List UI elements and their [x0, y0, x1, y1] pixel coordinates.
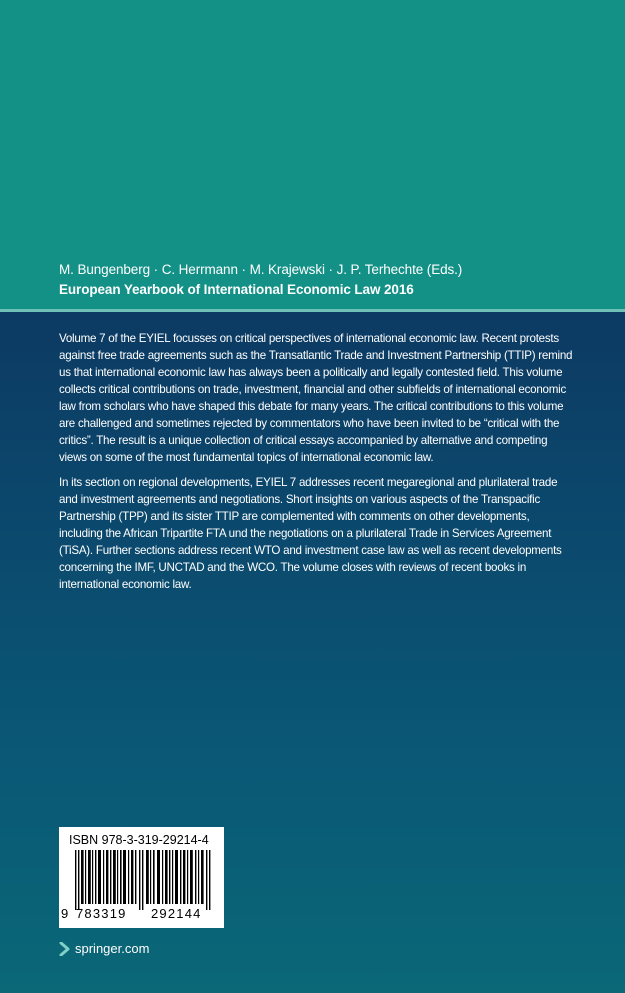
barcode-digit-first: 9 — [61, 906, 70, 921]
barcode-bars — [67, 850, 217, 910]
blurb-text — [59, 330, 574, 601]
isbn-barcode — [59, 827, 224, 928]
publisher-url[interactable]: springer.com — [75, 941, 150, 956]
blurb-paragraph-2: In its section on regional developments, EYIEL 7 addresses recent megaregional and plurilateral trade and investment agreements and negotiations. Short insights on various aspects of the Transpacific Partnership (TPP) and its sister TTIP are complemented with comments on other developments, including the African Tripartite FTA und the negotiations on a plurilateral Trade in Services Agreement (TiSA). Further sections address recent WTO and investment case law as well as recent developments concerning the IMF, UNCTAD and the WCO. The volume closes with reviews of recent books in international economic law. — [59, 476, 562, 591]
book-title: European Yearbook of International Economic Law 2016 — [59, 282, 414, 297]
editors-line: M. Bungenberg · C. Herrmann · M. Krajewski · J. P. Terhechte (Eds.) — [59, 262, 463, 277]
blurb-paragraph-1: Volume 7 of the EYIEL focusses on critical perspectives of international economic law. Recent protests against free trade agreements such as the Transatlantic Trade and Investment Partnership (TTIP) remind us that international economic law has always been a politically and legally contested field. This volume collects critical contributions on trade, investment, financial and other subfields of international economic law from scholars who have shaped this debate for many years. The critical contributions to this volume are challenged and sometimes rejected by commentators who have been invited to be “critical with the critics”. The result is a unique collection of critical essays accompanied by alternative and competing views on some of the most fundamental topics of international economic law. — [59, 332, 573, 464]
publisher-link[interactable] — [59, 941, 149, 956]
barcode-digits-group-2: 292144 — [151, 906, 202, 921]
chevron-right-icon — [59, 942, 71, 956]
barcode-digits-group-1: 783319 — [76, 906, 127, 921]
isbn-label: ISBN 978-3-319-29214-4 — [69, 833, 209, 847]
